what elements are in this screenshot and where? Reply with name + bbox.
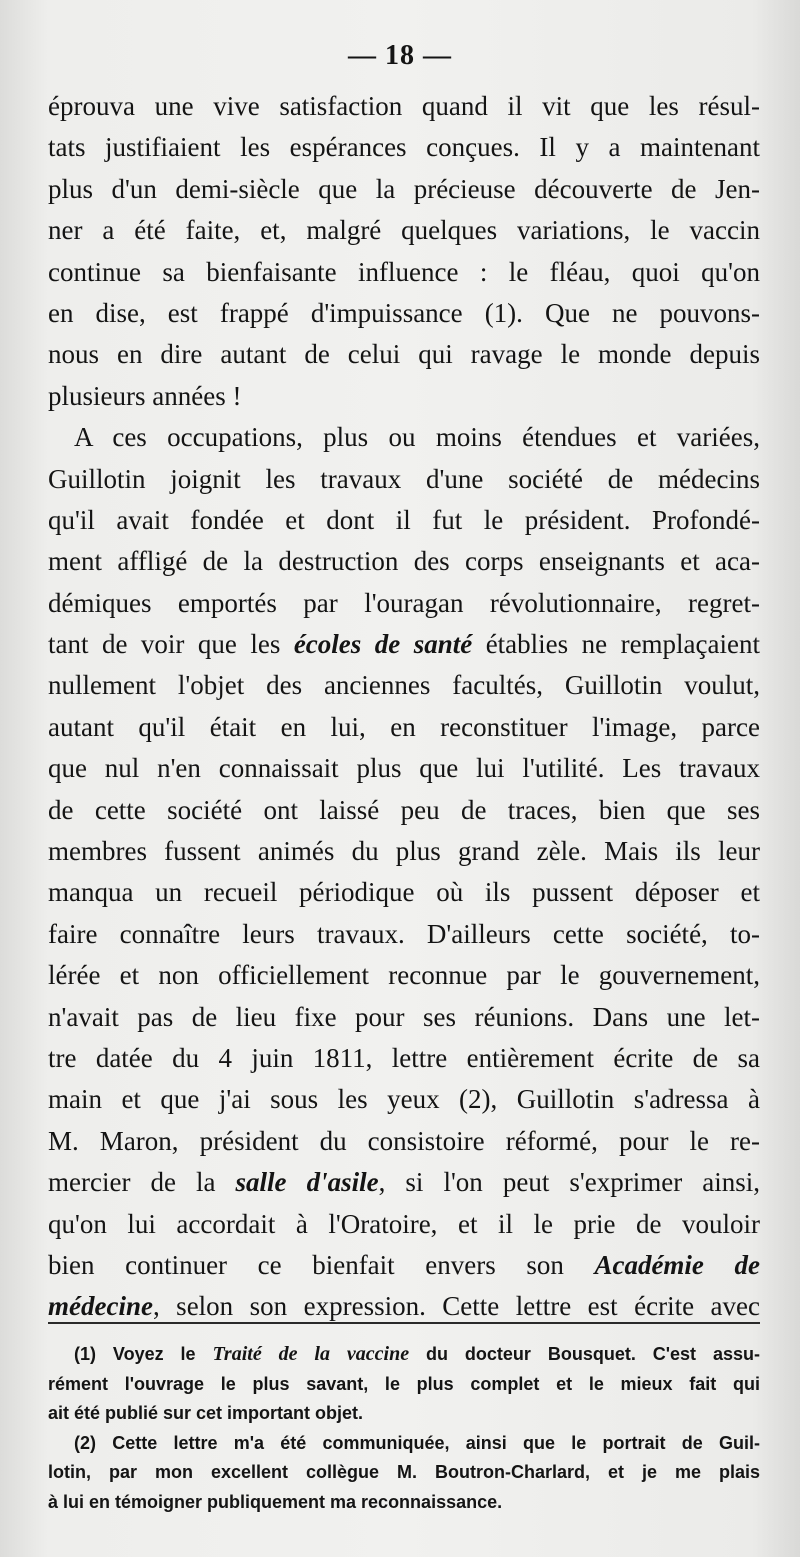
text-line: éprouva une vive satisfaction quand il vit que les résul- <box>48 91 760 121</box>
text-line: membres fussent animés du plus grand zèle. Mais ils leur <box>48 836 760 867</box>
italic-text: Académie de <box>594 1249 760 1280</box>
footnotes <box>48 1340 760 1517</box>
text-line: tre datée du 4 juin 1811, lettre entièrement écrite de sa <box>48 1042 760 1073</box>
text-segment: établies ne remplaçaient <box>472 629 760 660</box>
footnote-line <box>48 1340 760 1370</box>
text-line: manqua un recueil périodique où ils pussent déposer et <box>48 877 760 908</box>
text-line <box>48 624 760 665</box>
body-text <box>48 86 760 1328</box>
text-line: qu'il avait fondée et dont il fut le président. Profondé- <box>48 504 760 535</box>
footnote-line: rément l'ouvrage le plus savant, le plus complet et le mieux fait qui <box>48 1373 760 1394</box>
text-line: M. Maron, président du consistoire réformé, pour le re- <box>48 1125 760 1156</box>
italic-text: salle d'asile <box>235 1167 379 1198</box>
text-line: Guillotin joignit les travaux d'une société de médecins <box>48 463 760 494</box>
text-segment: tant de voir que les <box>48 629 294 660</box>
text-line: ner a été faite, et, malgré quelques variations, le vaccin <box>48 215 760 246</box>
text-line: faire connaître leurs travaux. D'ailleurs cette société, to- <box>48 918 760 949</box>
text-line: autant qu'il était en lui, en reconstituer l'image, parce <box>48 711 760 742</box>
text-line: nous en dire autant de celui qui ravage le monde depuis <box>48 339 760 370</box>
text-line <box>48 1162 760 1203</box>
text-line: en dise, est frappé d'impuissance (1). Que ne pouvons- <box>48 297 760 328</box>
footnote-divider <box>48 1322 760 1324</box>
text-line: nullement l'objet des anciennes facultés, Guillotin voulut, <box>48 670 760 701</box>
text-line: qu'on lui accordait à l'Oratoire, et il le prie de vouloir <box>48 1208 760 1239</box>
text-line: main et que j'ai sous les yeux (2), Guillotin s'adressa à <box>48 1084 760 1115</box>
text-line: continue sa bienfaisante influence : le fléau, quoi qu'on <box>48 256 760 287</box>
text-line: que nul n'en connaissait plus que lui l'utilité. Les travaux <box>48 753 760 784</box>
text-segment: , selon son expression. Cette lettre est écrite avec <box>152 1291 760 1322</box>
text-line: ment affligé de la destruction des corps enseignants et aca- <box>48 546 760 577</box>
footnote-line: à lui en témoigner publiquement ma reconnaissance. <box>48 1491 503 1512</box>
text-line: démiques emportés par l'ouragan révolutionnaire, regret- <box>48 587 760 618</box>
text-segment: du docteur Bousquet. C'est assu- <box>409 1344 760 1364</box>
italic-text: écoles de santé <box>293 629 473 660</box>
text-line: plus d'un demi-siècle que la précieuse découverte de Jen- <box>48 173 760 204</box>
italic-text: Traité de la vaccine <box>212 1343 410 1365</box>
text-line: n'avait pas de lieu fixe pour ses réunions. Dans une let- <box>48 1001 760 1032</box>
text-segment: (1) Voyez le <box>74 1344 213 1364</box>
text-line: A ces occupations, plus ou moins étendues et variées, <box>74 422 760 453</box>
text-segment: mercier de la <box>48 1167 236 1198</box>
text-line: de cette société ont laissé peu de traces, bien que ses <box>48 794 760 825</box>
text-line: plusieurs années ! <box>48 380 242 411</box>
text-line: tats justifiaient les espérances conçues. Il y a maintenant <box>48 132 760 163</box>
italic-text: médecine <box>48 1291 153 1322</box>
text-segment: , si l'on peut s'exprimer ainsi, <box>378 1167 760 1198</box>
footnote-line: lotin, par mon excellent collègue M. Boutron-Charlard, et je me plais <box>48 1462 760 1482</box>
text-segment: bien continuer ce bienfait envers son <box>48 1249 595 1280</box>
footnote-line: ait été publié sur cet important objet. <box>48 1403 364 1423</box>
text-line: lérée et non officiellement reconnue par le gouvernement, <box>48 960 760 991</box>
footnote-line: (2) Cette lettre m'a été communiquée, ainsi que le portrait de Guil- <box>74 1432 760 1453</box>
text-line <box>48 1245 760 1286</box>
page-number: — 18 — <box>348 40 452 71</box>
